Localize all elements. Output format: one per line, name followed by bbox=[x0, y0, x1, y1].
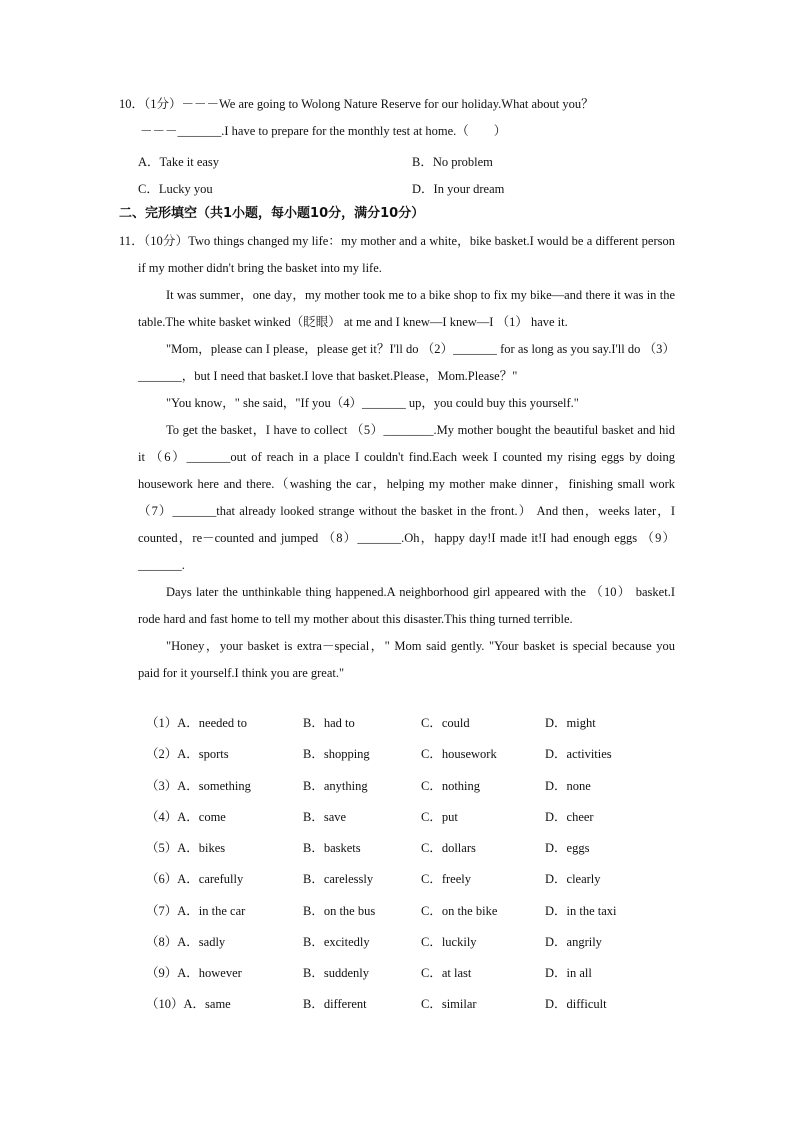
choice-a: （5）A．bikes bbox=[146, 841, 226, 855]
q11-paragraph-5: To get the basket，I have to collect （5）________.My mother bought the beautiful basket and hid it （6）_______out of reach in a place I couldn't find.Each week I counted my rising eggs by doing housework here and there.（washing the car，helping my mother make dinner，finishing small work （7）_______that already looked strange without the basket in the front.） And then，weeks later，I counted，re－counted and jumped （8）_______.Oh，happy day!I made it!I had enough eggs （9）_______. bbox=[138, 423, 675, 572]
q11-choice-row bbox=[146, 963, 686, 979]
q11-paragraph-3: "Mom，please can I please，please get it？I'll do （2）_______ for as long as you say.I'll do （3）_______，but I need that basket.I love that basket.Please，Mom.Please？" bbox=[138, 342, 675, 383]
choice-c: C．at last bbox=[421, 966, 472, 980]
choice-d: D．angrily bbox=[545, 935, 602, 949]
choice-a: （10）A．same bbox=[146, 997, 231, 1011]
q11-choice-row bbox=[146, 744, 686, 760]
choice-a: （2）A．sports bbox=[146, 747, 229, 761]
q11-choice-row bbox=[146, 807, 686, 823]
choice-c: C．housework bbox=[421, 747, 497, 761]
q11-choice-row bbox=[146, 713, 686, 729]
q10-option-a: A．Take it easy bbox=[138, 155, 220, 169]
choice-a: （7）A．in the car bbox=[146, 904, 246, 918]
choice-b: B．save bbox=[303, 810, 347, 824]
choice-d: D．in the taxi bbox=[545, 904, 617, 918]
choice-c: C．luckily bbox=[421, 935, 477, 949]
choice-d: D．eggs bbox=[545, 841, 590, 855]
choice-c: C．dollars bbox=[421, 841, 476, 855]
choice-b: B．anything bbox=[303, 779, 368, 793]
q11-choice-row bbox=[146, 776, 686, 792]
q11-paragraph-1: 11．（10分）Two things changed my life：my mother and a white，bike basket.I would be a different person if my mother didn't bring the basket into my life. bbox=[119, 234, 675, 275]
choice-c: C．could bbox=[421, 716, 470, 730]
q10-option-d: D．In your dream bbox=[412, 182, 505, 196]
choice-b: B．carelessly bbox=[303, 872, 374, 886]
choice-b: B．excitedly bbox=[303, 935, 370, 949]
q11-choice-row bbox=[146, 869, 686, 885]
q10-stem-line2: －－－_______.I have to prepare for the monthly test at home.（ ） bbox=[140, 124, 507, 138]
q11-passage bbox=[119, 228, 675, 687]
choice-d: D．might bbox=[545, 716, 596, 730]
choice-c: C．nothing bbox=[421, 779, 481, 793]
choice-a: （4）A．come bbox=[146, 810, 226, 824]
choice-a: （3）A．something bbox=[146, 779, 251, 793]
q11-paragraph-7: "Honey，your basket is extra－special，" Mom said gently. "Your basket is special because you paid for it yourself.I think you are great." bbox=[138, 639, 675, 680]
q10-stem-line1: 10．（1分）－－－We are going to Wolong Nature Reserve for our holiday.What about you？ bbox=[119, 97, 594, 111]
choice-a: （8）A．sadly bbox=[146, 935, 226, 949]
choice-c: C．on the bike bbox=[421, 904, 498, 918]
q11-choice-row bbox=[146, 838, 686, 854]
choice-c: C．similar bbox=[421, 997, 477, 1011]
choice-c: C．put bbox=[421, 810, 458, 824]
choice-a: （9）A．however bbox=[146, 966, 242, 980]
q11-paragraph-6: Days later the unthinkable thing happened.A neighborhood girl appeared with the （10） basket.I rode hard and fast home to tell my mother about this disaster.This thing turned terrible. bbox=[138, 585, 675, 626]
choice-a: （1）A．needed to bbox=[146, 716, 248, 730]
q11-paragraph-2: It was summer，one day，my mother took me to a bike shop to fix my bike—and there it was in the table.The white basket winked（眨眼） at me and I knew—I knew—I （1） have it. bbox=[138, 288, 675, 329]
choice-d: D．activities bbox=[545, 747, 612, 761]
q11-choice-row bbox=[146, 901, 686, 917]
choice-d: D．none bbox=[545, 779, 591, 793]
choice-b: B．baskets bbox=[303, 841, 361, 855]
q10-option-c: C．Lucky you bbox=[138, 182, 213, 196]
choice-b: B．suddenly bbox=[303, 966, 369, 980]
choice-b: B．on the bus bbox=[303, 904, 376, 918]
section-heading-cloze: 二、完形填空（共1小题，每小题10分，满分10分） bbox=[119, 206, 425, 221]
choice-d: D．cheer bbox=[545, 810, 594, 824]
q11-paragraph-4: "You know，" she said，"If you（4）_______ up，you could buy this yourself." bbox=[166, 396, 579, 410]
choice-d: D．in all bbox=[545, 966, 592, 980]
q10-option-b: B．No problem bbox=[412, 155, 493, 169]
choice-d: D．difficult bbox=[545, 997, 607, 1011]
q11-choice-row bbox=[146, 932, 686, 948]
choice-b: B．different bbox=[303, 997, 367, 1011]
choice-c: C．freely bbox=[421, 872, 471, 886]
choice-d: D．clearly bbox=[545, 872, 601, 886]
choice-b: B．shopping bbox=[303, 747, 370, 761]
choice-b: B．had to bbox=[303, 716, 355, 730]
q11-choice-row bbox=[146, 994, 686, 1010]
choice-a: （6）A．carefully bbox=[146, 872, 244, 886]
